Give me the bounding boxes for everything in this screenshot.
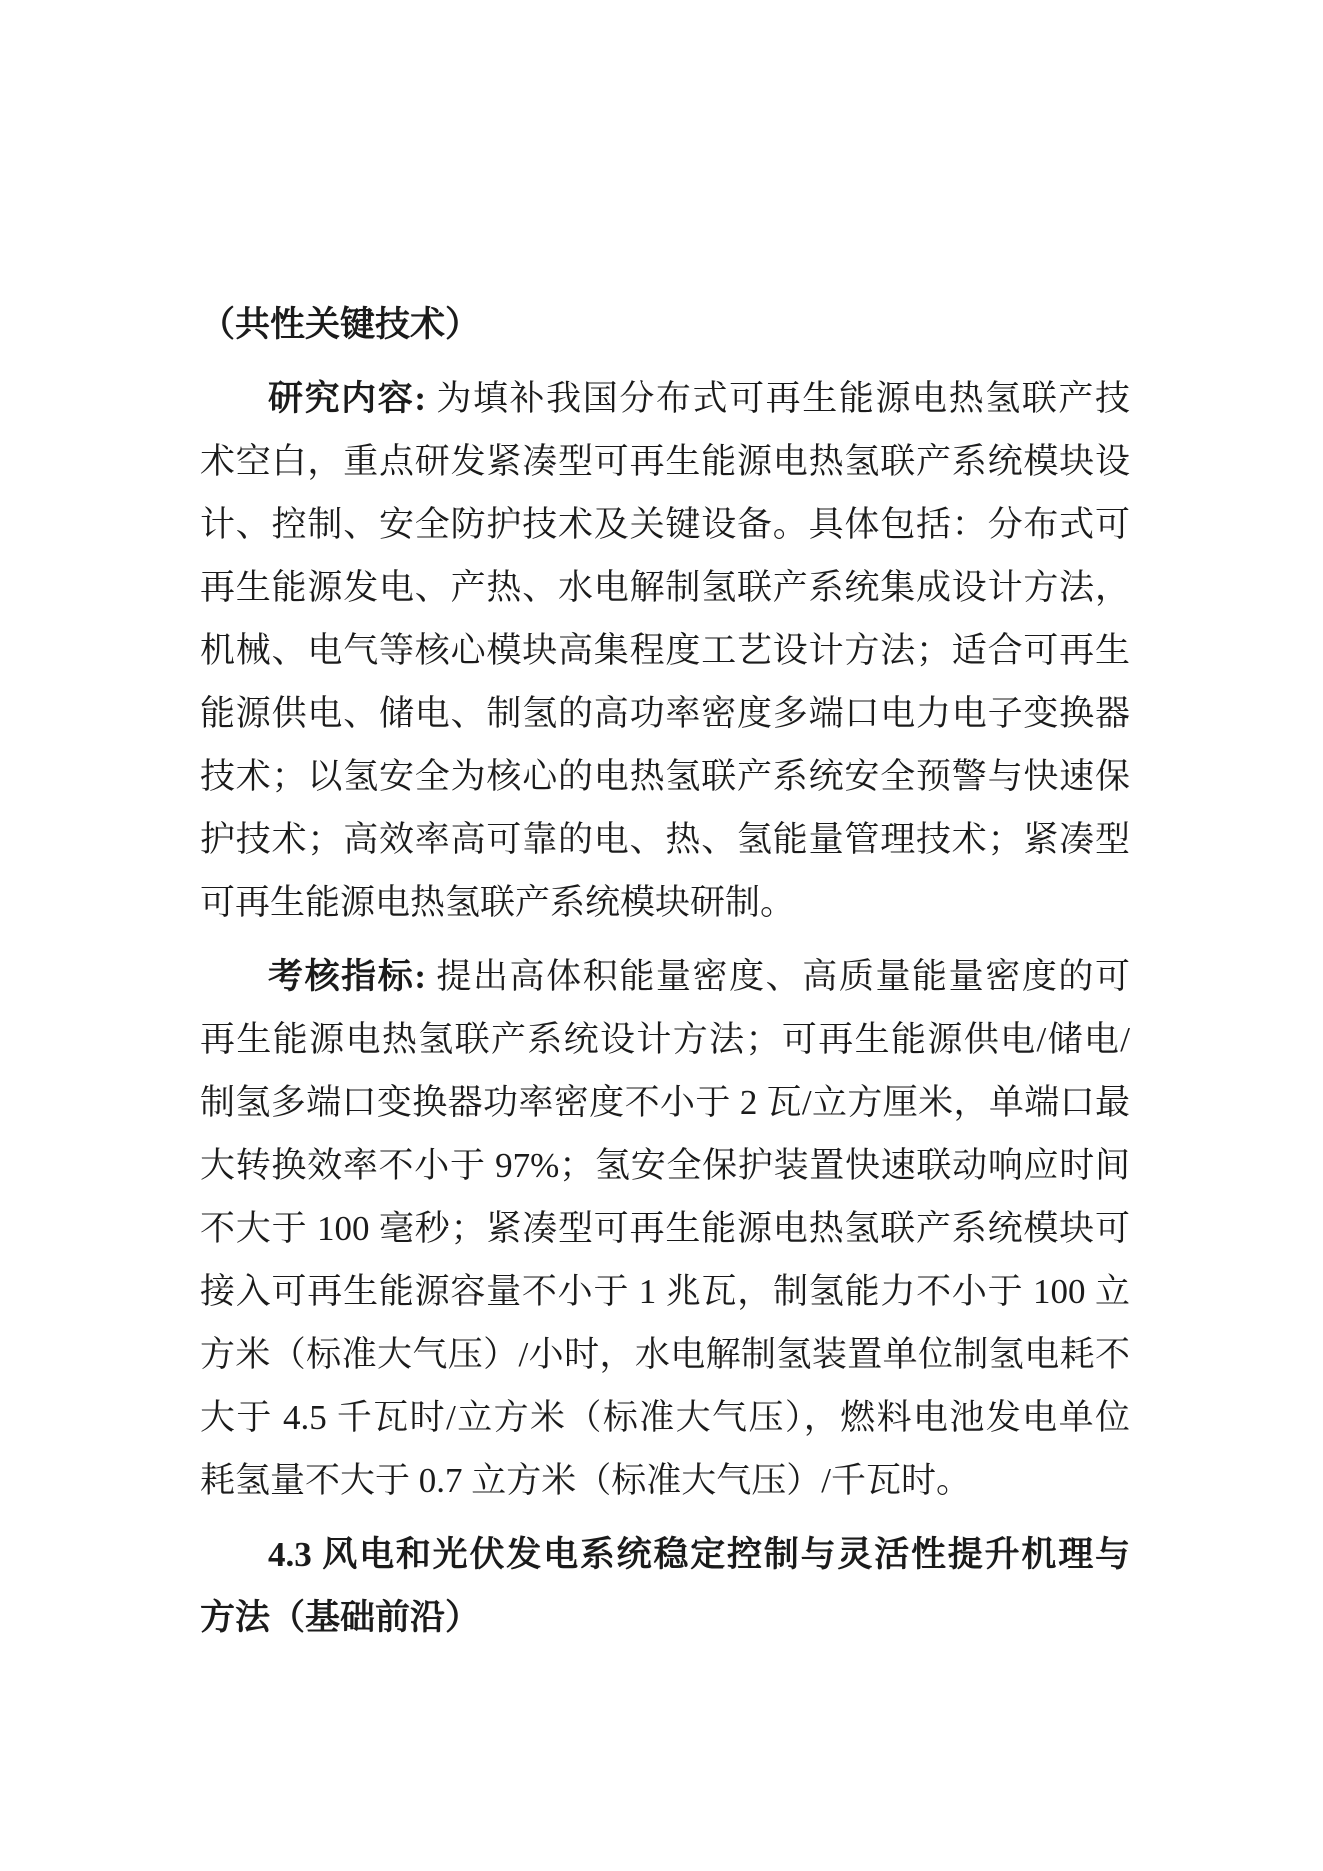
paragraph-line: 不大于 100 毫秒；紧凑型可再生能源电热氢联产系统模块可 (200, 1209, 1130, 1248)
section-category-heading: （共性关键技术） (200, 305, 481, 344)
research-content-text: 为填补我国分布式可再生能源电热氢联产技 (426, 379, 1130, 418)
next-section-heading-line2: 方法（基础前沿） (200, 1598, 481, 1637)
paragraph-line (200, 367, 1130, 430)
document-content (200, 293, 1130, 1649)
paragraph-line: 方米（标准大气压）/小时，水电解制氢装置单位制氢电耗不 (200, 1335, 1130, 1374)
paragraph-line: 大转换效率不小于 97%；氢安全保护装置快速联动响应时间 (200, 1146, 1130, 1185)
paragraph-line: 技术；以氢安全为核心的电热氢联产系统安全预警与快速保 (200, 757, 1130, 796)
paragraph-line: 大于 4.5 千瓦时/立方米（标准大气压），燃料电池发电单位 (200, 1398, 1130, 1437)
paragraph-line: 计、控制、安全防护技术及关键设备。具体包括：分布式可 (200, 505, 1130, 544)
next-section-heading (200, 1523, 1130, 1649)
paragraph-line: 能源供电、储电、制氢的高功率密度多端口电力电子变换器 (200, 694, 1130, 733)
assessment-metrics-label: 考核指标: (268, 957, 427, 996)
research-content-label: 研究内容: (268, 379, 427, 418)
assessment-metrics-paragraph (200, 945, 1130, 1512)
paragraph-line (200, 945, 1130, 1008)
paragraph-line: 耗氢量不大于 0.7 立方米（标准大气压）/千瓦时。 (200, 1461, 971, 1500)
research-content-paragraph (200, 367, 1130, 934)
next-section-heading-line1: 4.3 风电和光伏发电系统稳定控制与灵活性提升机理与 (268, 1535, 1130, 1574)
paragraph-line: 可再生能源电热氢联产系统模块研制。 (200, 883, 796, 922)
paragraph-line: 再生能源电热氢联产系统设计方法；可再生能源供电/储电/ (200, 1020, 1130, 1059)
paragraph-line: 接入可再生能源容量不小于 1 兆瓦，制氢能力不小于 100 立 (200, 1272, 1130, 1311)
paragraph-line: 制氢多端口变换器功率密度不小于 2 瓦/立方厘米，单端口最 (200, 1083, 1130, 1122)
assessment-metrics-text: 提出高体积能量密度、高质量能量密度的可 (426, 957, 1130, 996)
paragraph-line: 再生能源发电、产热、水电解制氢联产系统集成设计方法， (200, 568, 1130, 607)
paragraph-line: 术空白，重点研发紧凑型可再生能源电热氢联产系统模块设 (200, 442, 1130, 481)
paragraph-line: 机械、电气等核心模块高集程度工艺设计方法；适合可再生 (200, 631, 1130, 670)
paragraph-line: 护技术；高效率高可靠的电、热、氢能量管理技术；紧凑型 (200, 820, 1130, 859)
